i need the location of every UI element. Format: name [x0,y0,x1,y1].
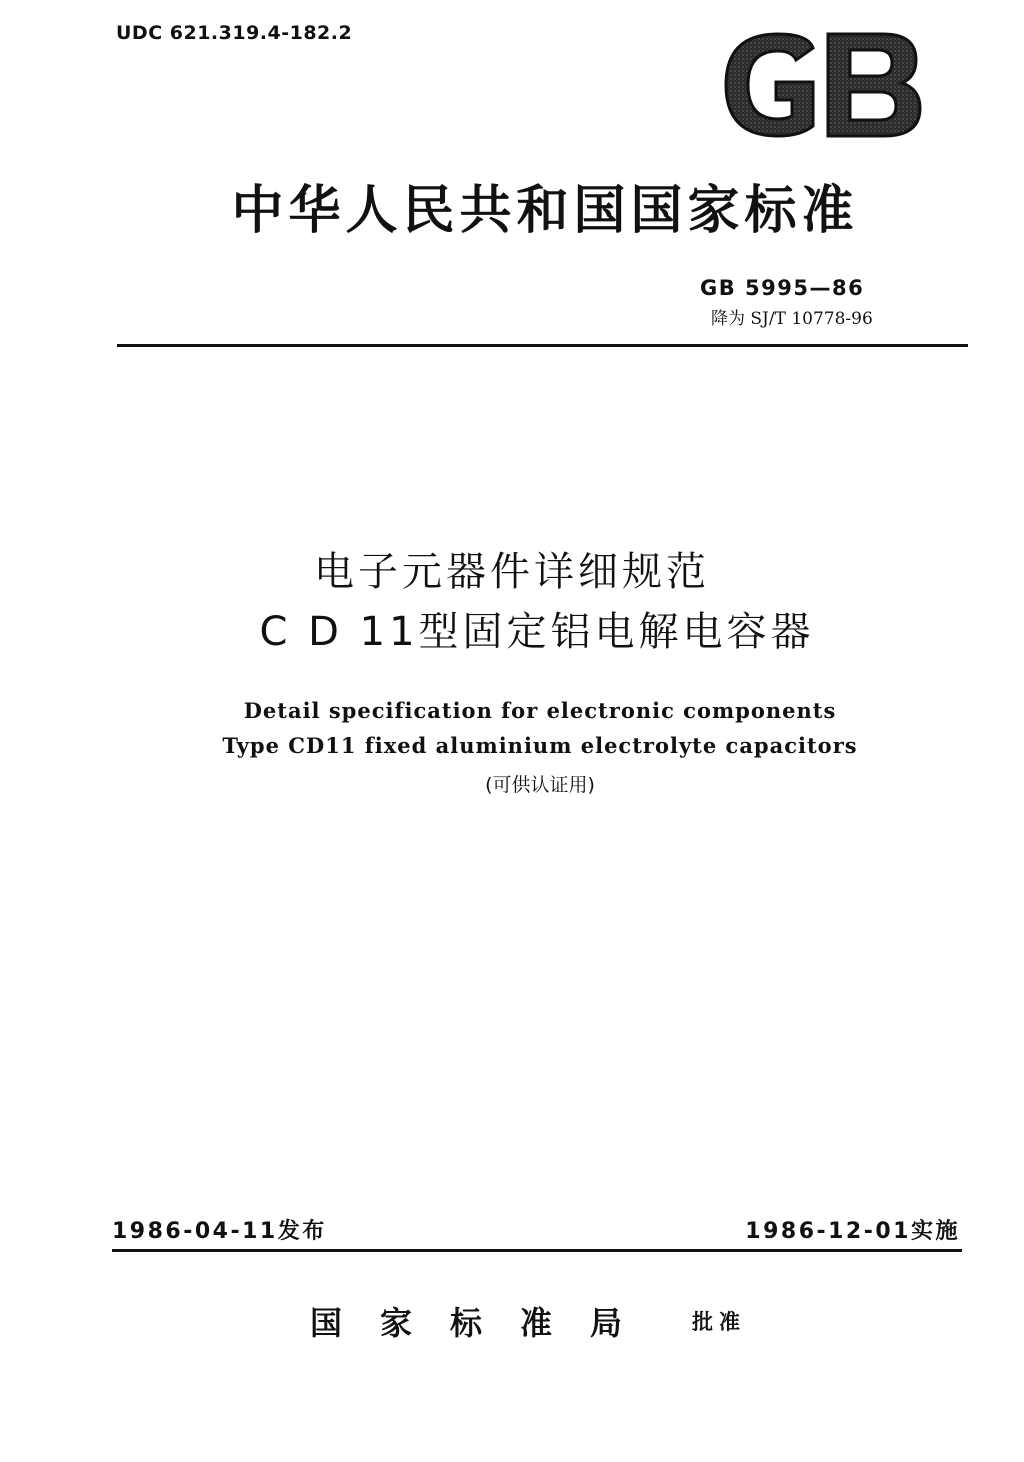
title-zh-line-1: 电子元器件详细规范 [314,549,710,595]
title-en-line-1: Detail specification for electronic components [243,698,837,723]
header-divider [117,344,968,347]
effective-date: 1986-12-01实施 [745,1219,960,1244]
standard-number: GB 5995—86 [700,276,865,300]
approval-label: 批准 [692,1310,746,1334]
udc-classification: UDC 621.319.4-182.2 [116,22,353,44]
footer-divider [112,1249,962,1252]
issuer-name: 国家标准局 [310,1304,661,1342]
gb-logo-icon [718,30,924,140]
issue-date: 1986-04-11发布 [112,1219,327,1244]
standard-replaced-by: 降为 SJ/T 10778-96 [711,309,873,329]
title-zh-line-2: C D 11型固定铝电解电容器 [259,609,815,655]
organization-title: 中华人民共和国国家标准 [231,181,859,241]
certification-note: (可供认证用) [485,774,595,796]
title-en-line-2: Type CD11 fixed aluminium electrolyte capacitors [222,733,858,758]
